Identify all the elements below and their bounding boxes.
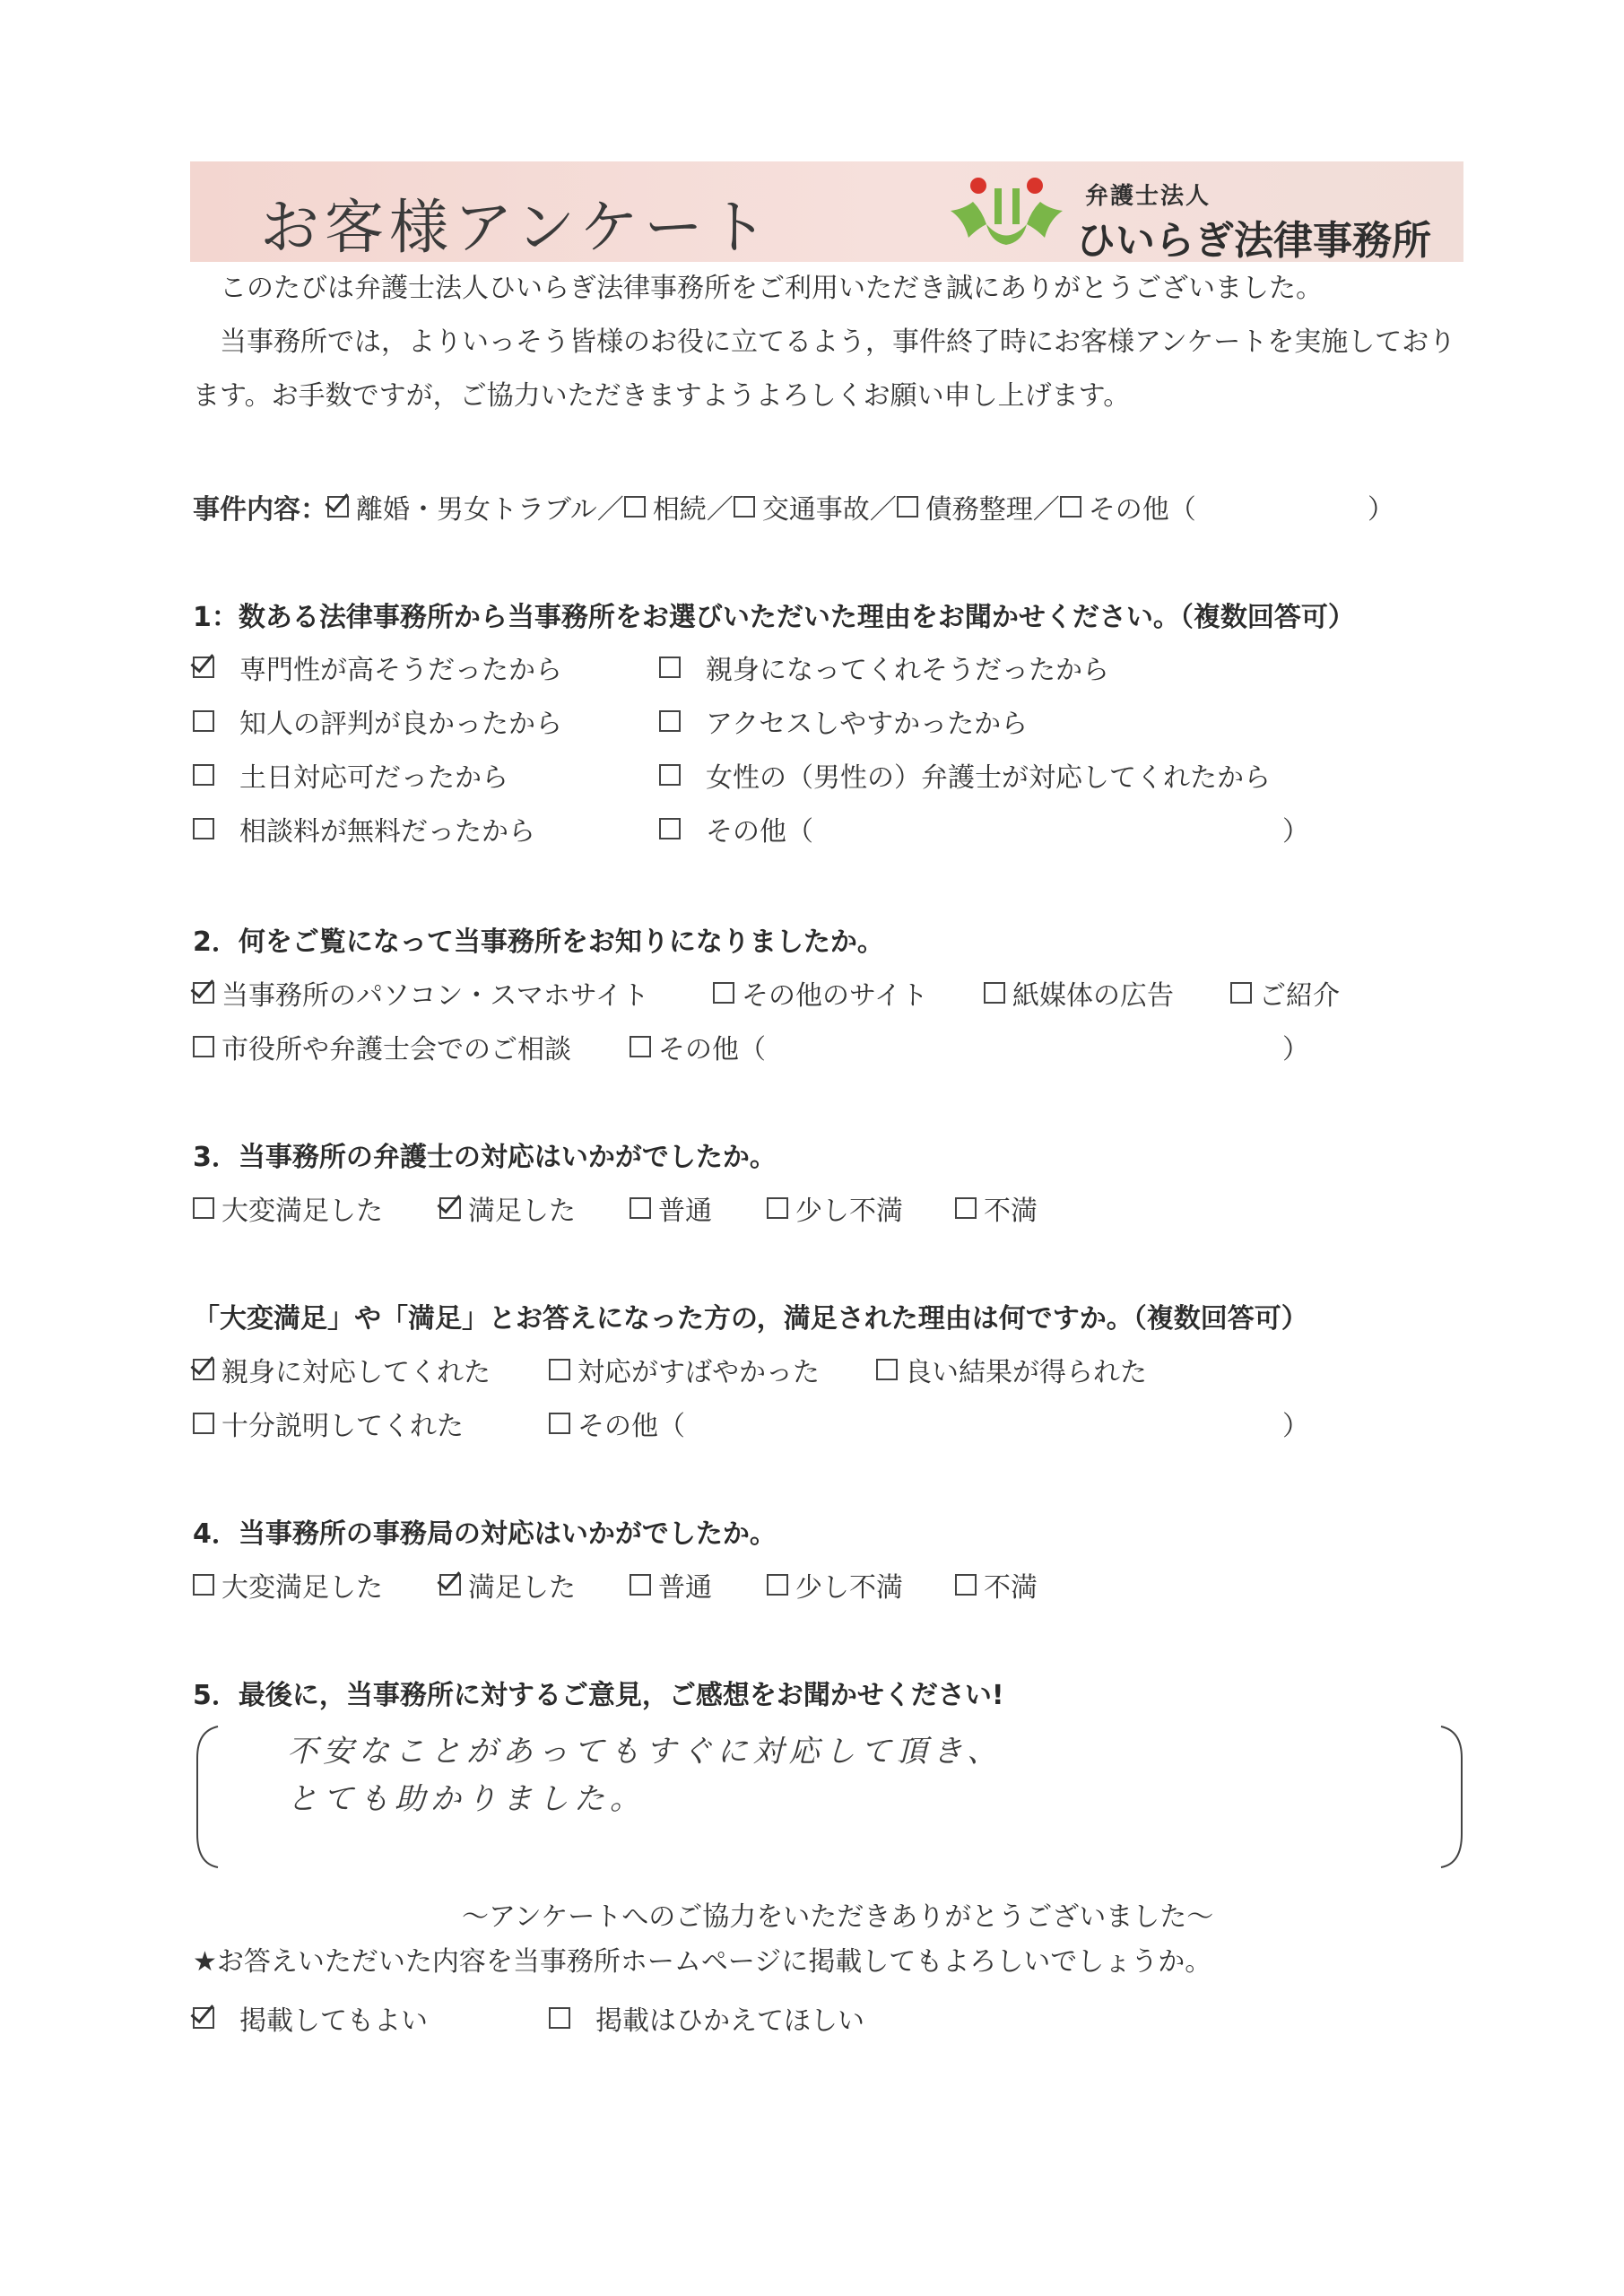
option-label: 良い結果が得られた	[905, 1357, 1147, 1388]
checkbox[interactable]	[955, 1197, 977, 1219]
q3-option-very-satisfied[interactable]	[193, 1188, 383, 1228]
checkbox[interactable]	[876, 1359, 898, 1380]
q3b-option-caring[interactable]	[193, 1350, 491, 1389]
q3-option-neutral[interactable]	[630, 1188, 712, 1228]
option-label: 女性の（男性の）弁護士が対応してくれたから	[706, 762, 1271, 794]
option-label: 相談料が無料だったから	[239, 816, 535, 848]
option-label: その他（	[1088, 494, 1196, 526]
logo-firm-name: ひいらぎ法律事務所	[1076, 218, 1431, 264]
q3-option-satisfied[interactable]	[439, 1188, 576, 1228]
checkbox[interactable]	[630, 1574, 651, 1596]
q3b-close-paren: ）	[1282, 1411, 1309, 1442]
q3b-option-explained[interactable]	[193, 1404, 464, 1443]
q4-option-dissatisfied[interactable]	[955, 1565, 1038, 1605]
option-label: 債務整理／	[925, 494, 1060, 526]
checkbox-other[interactable]	[1060, 496, 1081, 517]
checkbox[interactable]	[955, 1574, 977, 1596]
option-label: 満足した	[468, 1572, 576, 1604]
checkbox[interactable]	[193, 657, 214, 678]
q2-option-print-ad[interactable]	[984, 973, 1174, 1013]
q1-close-paren: ）	[1282, 816, 1309, 848]
option-label: 不満	[984, 1196, 1038, 1227]
option-label: 親身に対応してくれた	[221, 1357, 491, 1388]
checkbox[interactable]	[193, 818, 214, 839]
option-label: 当事務所のパソコン・スマホサイト	[221, 980, 649, 1012]
q1-option-expertise[interactable]	[193, 648, 562, 687]
q2-option-other-site[interactable]	[713, 973, 928, 1013]
q1-option-caring[interactable]	[659, 648, 1109, 687]
checkbox[interactable]	[193, 1574, 214, 1596]
q1-option-other[interactable]	[659, 809, 813, 848]
checkbox[interactable]	[439, 1197, 461, 1219]
checkbox[interactable]	[659, 710, 681, 732]
page-title: お客様アンケート	[260, 193, 774, 262]
option-label: 掲載はひかえてほしい	[595, 2005, 864, 2037]
q1-option-reputation[interactable]	[193, 701, 562, 741]
intro-line-3: ます。お手数ですが，ご協力いただきますようよろしくお願い申し上げます。	[193, 380, 1131, 412]
checkbox[interactable]	[1230, 982, 1252, 1004]
case-type-row	[193, 487, 1196, 526]
q1-option-gender[interactable]	[659, 755, 1271, 795]
q3-heading: 3．当事務所の弁護士の対応はいかがでしたか。	[193, 1142, 777, 1173]
checkbox-traffic[interactable]	[734, 496, 755, 517]
option-label: アクセスしやすかったから	[706, 709, 1029, 740]
publish-question: ★お答えいただいた内容を当事務所ホームページに掲載してもよろしいでしょうか。	[193, 1946, 1212, 1978]
option-label: 少し不満	[795, 1572, 903, 1604]
checkbox[interactable]	[767, 1574, 788, 1596]
q4-heading: 4．当事務所の事務局の対応はいかがでしたか。	[193, 1518, 777, 1550]
checkbox[interactable]	[193, 982, 214, 1004]
option-label: 少し不満	[795, 1196, 903, 1227]
intro-line-2: 当事務所では，よりいっそう皆様のお役に立てるよう，事件終了時にお客様アンケートを実施しており	[220, 326, 1456, 358]
checkbox[interactable]	[193, 1413, 214, 1434]
q2-option-referral[interactable]	[1230, 973, 1340, 1013]
q1-heading: 1：数ある法律事務所から当事務所をお選びいただいた理由をお聞かせください。（複数回答可）	[193, 602, 1355, 633]
option-label: ご紹介	[1259, 980, 1340, 1012]
checkbox[interactable]	[984, 982, 1005, 1004]
option-label: 知人の評判が良かったから	[239, 709, 562, 740]
option-label: 普通	[658, 1572, 712, 1604]
intro-line-1: このたびは弁護士法人ひいらぎ法律事務所をご利用いただき誠にありがとうございました。	[220, 273, 1323, 304]
checkbox[interactable]	[193, 764, 214, 786]
option-label: 普通	[658, 1196, 712, 1227]
q3b-option-good-result[interactable]	[876, 1350, 1147, 1389]
q1-option-weekend[interactable]	[193, 755, 508, 795]
logo-subtitle: 弁護士法人	[1085, 183, 1211, 210]
checkbox[interactable]	[713, 982, 734, 1004]
q1-option-access[interactable]	[659, 701, 1028, 741]
option-label: 親身になってくれそうだったから	[706, 655, 1109, 686]
q4-option-somewhat-dissatisfied[interactable]	[767, 1565, 903, 1605]
q4-option-very-satisfied[interactable]	[193, 1565, 383, 1605]
case-type-close-paren: ）	[1368, 494, 1394, 526]
checkbox-inheritance[interactable]	[624, 496, 646, 517]
comment-answer-line-2: とても助かりました。	[287, 1781, 646, 1817]
checkbox[interactable]	[549, 2007, 570, 2029]
q2-heading: 2．何をご覧になって当事務所をお知りになりましたか。	[193, 926, 884, 958]
q4-option-neutral[interactable]	[630, 1565, 712, 1605]
q3-option-somewhat-dissatisfied[interactable]	[767, 1188, 903, 1228]
checkbox[interactable]	[630, 1036, 651, 1057]
checkbox-debt[interactable]	[897, 496, 918, 517]
option-label: 離婚・男女トラブル／	[356, 494, 624, 526]
q3b-option-quick[interactable]	[549, 1350, 820, 1389]
q2-option-other[interactable]	[630, 1027, 766, 1066]
checkbox[interactable]	[193, 1359, 214, 1380]
q2-close-paren: ）	[1282, 1034, 1309, 1065]
q1-option-free[interactable]	[193, 809, 535, 848]
q4-option-satisfied[interactable]	[439, 1565, 576, 1605]
checkbox[interactable]	[193, 1197, 214, 1219]
publish-option-decline[interactable]	[549, 1998, 864, 2038]
option-label: 紙媒体の広告	[1012, 980, 1174, 1012]
option-label: 交通事故／	[761, 494, 897, 526]
q3b-heading: 「大変満足」や「満足」とお答えになった方の，満足された理由は何ですか。（複数回答可）	[193, 1303, 1308, 1335]
case-type-label: 事件内容：	[193, 494, 327, 526]
checkbox[interactable]	[549, 1413, 570, 1434]
q2-option-website[interactable]	[193, 973, 649, 1013]
option-label: 専門性が高そうだったから	[239, 655, 562, 686]
q2-option-city-hall[interactable]	[193, 1027, 571, 1066]
checkbox[interactable]	[630, 1197, 651, 1219]
checkbox[interactable]	[193, 710, 214, 732]
option-label: 大変満足した	[221, 1572, 383, 1604]
q3-option-dissatisfied[interactable]	[955, 1188, 1038, 1228]
checkbox[interactable]	[659, 764, 681, 786]
option-label: 対応がすばやかった	[578, 1357, 820, 1388]
option-label: その他（	[706, 816, 813, 848]
option-label: 相続／	[652, 494, 734, 526]
option-label: 掲載してもよい	[239, 2005, 428, 2037]
checkbox[interactable]	[659, 657, 681, 678]
checkbox[interactable]	[439, 1574, 461, 1596]
checkbox[interactable]	[549, 1359, 570, 1380]
checkbox[interactable]	[767, 1197, 788, 1219]
publish-option-ok[interactable]	[193, 1998, 428, 2038]
option-label: 大変満足した	[221, 1196, 383, 1227]
option-label: その他のサイト	[742, 980, 928, 1012]
comment-answer-line-1: 不安なことがあってもすぐに対応して頂き、	[287, 1734, 1003, 1770]
checkbox[interactable]	[193, 1036, 214, 1057]
checkbox[interactable]	[193, 2007, 214, 2029]
option-label: その他（	[658, 1034, 766, 1065]
option-label: 土日対応可だったから	[239, 762, 508, 794]
checkbox-divorce[interactable]	[327, 496, 349, 517]
option-label: その他（	[578, 1411, 685, 1442]
option-label: 満足した	[468, 1196, 576, 1227]
option-label: 十分説明してくれた	[221, 1411, 464, 1442]
q3b-option-other[interactable]	[549, 1404, 685, 1443]
checkbox[interactable]	[659, 818, 681, 839]
q5-heading: 5．最後に，当事務所に対するご意見，ご感想をお聞かせください!	[193, 1680, 1004, 1711]
holly-logo-icon	[946, 175, 1067, 247]
thanks-message: ～アンケートへのご協力をいただきありがとうございました～	[462, 1901, 1214, 1933]
option-label: 市役所や弁護士会でのご相談	[221, 1034, 571, 1065]
option-label: 不満	[984, 1572, 1038, 1604]
